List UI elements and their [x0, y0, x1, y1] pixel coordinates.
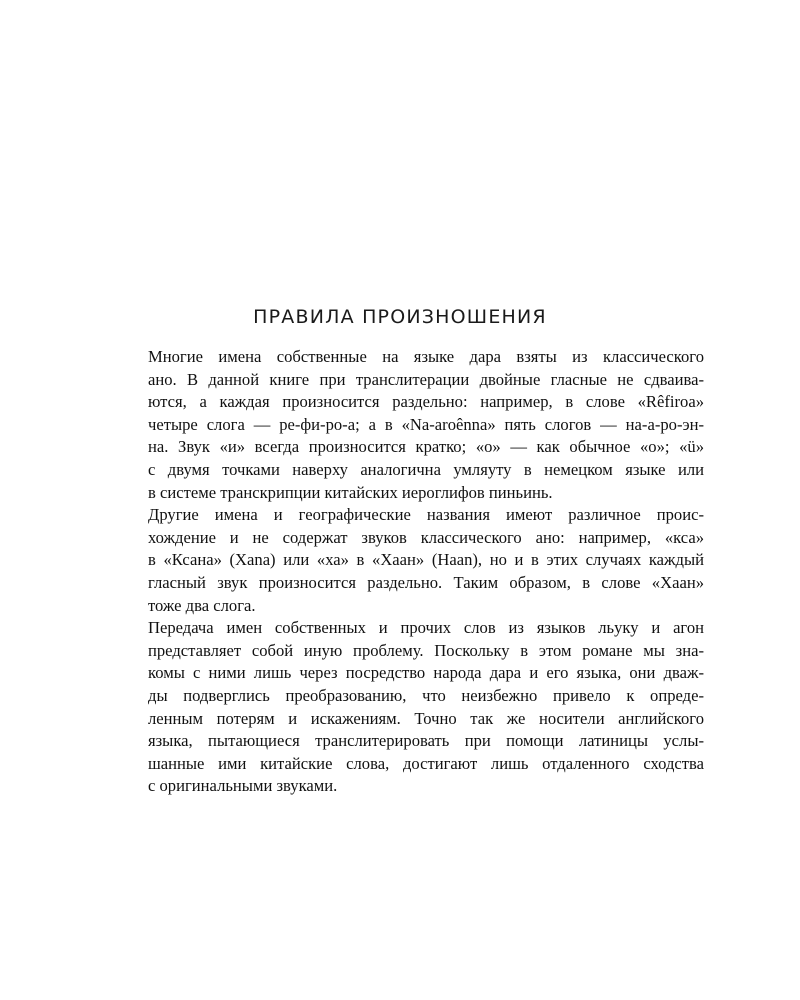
- text-line: Многие имена собственные на языке дара взяты из классического: [148, 347, 704, 366]
- text-line: хождение и не содержат звуков классического ано: например, «кса»: [148, 527, 704, 547]
- text-line: в системе транскрипции китайских иероглифов пиньинь.: [148, 482, 553, 502]
- text-line: Передача имен собственных и прочих слов из языков льуку и агон: [148, 618, 704, 638]
- paragraph-1: [120, 346, 704, 504]
- text-line: комы с ними лишь через посредство народа дара и его языка, они дваж-: [148, 663, 704, 683]
- text-line: с двумя точками наверху аналогична умляуту в немецком языке или: [148, 459, 704, 479]
- paragraph-2: [120, 504, 704, 617]
- text-line: с оригинальными звуками.: [148, 776, 338, 796]
- paragraph-3: [120, 617, 704, 798]
- text-line: шанные ими китайские слова, достигают лишь отдаленного сходства: [148, 753, 704, 773]
- text-line: Другие имена и географические названия имеют различное проис-: [148, 505, 704, 525]
- text-line: гласный звук произносится раздельно. Таким образом, в слове «Хаан»: [148, 572, 704, 592]
- text-line: ды подверглись преобразованию, что неизбежно привело к опреде-: [148, 685, 704, 705]
- text-line: представляет собой иную проблему. Поскольку в этом романе мы зна-: [148, 640, 704, 660]
- text-line: четыре слога — ре-фи-ро-а; а в «Na-aroênna» пять слогов — на-а-ро-эн-: [148, 414, 704, 434]
- text-line: ленным потерям и искажениям. Точно так же носители английского: [148, 708, 704, 728]
- text-line: ются, а каждая произносится раздельно: например, в слове «Rêfiroa»: [148, 392, 704, 412]
- body-text: [120, 346, 704, 798]
- text-line: тоже два слога.: [148, 595, 256, 615]
- page-title: ПРАВИЛА ПРОИЗНОШЕНИЯ: [253, 306, 547, 328]
- text-line: ано. В данной книге при транслитерации двойные гласные не сдваива-: [148, 369, 704, 389]
- text-line: языка, пытающиеся транслитерировать при помощи латиницы услы-: [148, 731, 704, 751]
- text-line: на. Звук «и» всегда произносится кратко; «о» — как обычное «о»; «ü»: [148, 437, 704, 457]
- text-line: в «Ксана» (Xana) или «ха» в «Хаан» (Haan), но и в этих случаях каждый: [148, 550, 704, 570]
